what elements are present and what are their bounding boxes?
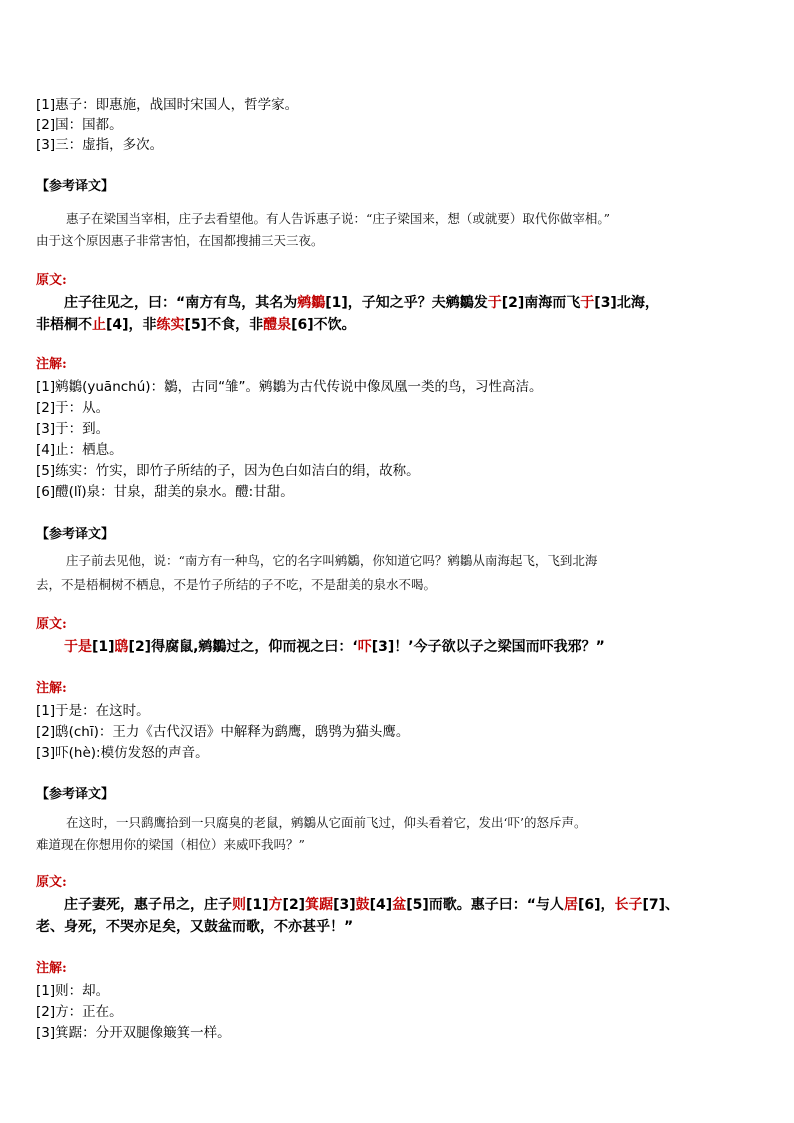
original-text-segment: [1] bbox=[246, 897, 269, 913]
translation-header: 【参考译文】 bbox=[36, 787, 115, 802]
original-text-segment: [4]，非 bbox=[106, 317, 157, 333]
original-text-segment: [1]，子知之乎？夫鹓鶵发 bbox=[325, 295, 488, 311]
original-text-segment: [2]南海而飞 bbox=[501, 295, 581, 311]
note-line: [3]三：虚指，多次。 bbox=[36, 137, 164, 153]
original-text-segment: [2] bbox=[282, 897, 306, 913]
original-text-segment: [4] bbox=[369, 897, 393, 913]
highlighted-term: 鸱 bbox=[114, 639, 129, 655]
original-text-segment: [3]！’今子欲以子之梁国而吓我邪？” bbox=[371, 639, 605, 655]
highlighted-term: 于是 bbox=[64, 639, 92, 655]
original-text-segment: 老、身死，不哭亦足矣，又鼓盆而歌，不亦甚乎！” bbox=[36, 919, 354, 935]
translation-header: 【参考译文】 bbox=[36, 179, 115, 194]
notes-label: 注解: bbox=[36, 357, 67, 372]
original-text-segment: 庄子往见之，曰：“南方有鸟，其名为 bbox=[64, 295, 298, 311]
highlighted-term: 于 bbox=[580, 295, 595, 311]
original-line bbox=[36, 316, 356, 334]
note-line: [2]于：从。 bbox=[36, 400, 110, 416]
translation-line: 由于这个原因惠子非常害怕，在国都搜捕三天三夜。 bbox=[36, 233, 324, 248]
note-line: [3]吓(hè):模仿发怒的声音。 bbox=[36, 745, 209, 761]
highlighted-term: 居 bbox=[563, 897, 578, 913]
note-line: [1]则：却。 bbox=[36, 983, 110, 999]
original-label: 原文: bbox=[36, 875, 67, 890]
highlighted-term: 则 bbox=[232, 897, 246, 913]
note-line: [6]醴(lǐ)泉：甘泉，甜美的泉水。醴:甘甜。 bbox=[36, 484, 294, 500]
highlighted-term: 吓 bbox=[357, 639, 372, 655]
original-text-segment: [3]北海， bbox=[594, 295, 659, 311]
original-text-segment: [5]而歌。惠子曰：“与人 bbox=[406, 897, 564, 913]
note-line: [2]方：正在。 bbox=[36, 1004, 123, 1020]
note-line: [5]练实：竹实，即竹子所结的子，因为色白如洁白的绢，故称。 bbox=[36, 463, 420, 479]
note-line: [2]鸱(chī)：王力《古代汉语》中解释为鹞鹰，鸱鸮为猫头鹰。 bbox=[36, 724, 410, 740]
highlighted-term: 醴泉 bbox=[263, 317, 292, 333]
note-line: [3]箕踞：分开双腿像簸箕一样。 bbox=[36, 1025, 231, 1041]
highlighted-term: 于 bbox=[487, 295, 502, 311]
original-text-segment: [3] bbox=[333, 897, 356, 913]
original-text-segment: [5]不食，非 bbox=[184, 317, 264, 333]
note-line: [3]于：到。 bbox=[36, 421, 110, 437]
highlighted-term: 练实 bbox=[156, 317, 185, 333]
original-text-segment: [7]、 bbox=[642, 897, 680, 913]
notes-label: 注解: bbox=[36, 681, 67, 696]
translation-line: 庄子前去见他，说：“南方有一种鸟，它的名字叫鹓鶵，你知道它吗？鹓鶵从南海起飞，飞到北海 bbox=[66, 553, 598, 568]
note-line: [1]于是：在这时。 bbox=[36, 703, 150, 719]
note-line: [4]止：栖息。 bbox=[36, 442, 123, 458]
original-label: 原文: bbox=[36, 617, 67, 632]
original-text-segment: [6]， bbox=[577, 897, 615, 913]
original-text-segment: [6]不饮。 bbox=[291, 317, 356, 333]
original-line bbox=[36, 918, 353, 936]
translation-header: 【参考译文】 bbox=[36, 527, 115, 542]
original-text-segment: 庄子妻死，惠子吊之，庄子 bbox=[64, 897, 232, 913]
translation-line: 去，不是梧桐树不栖息，不是竹子所结的子不吃，不是甜美的泉水不喝。 bbox=[36, 577, 437, 592]
highlighted-term: 箕踞 bbox=[305, 897, 334, 913]
original-line bbox=[64, 896, 679, 914]
highlighted-term: 盆 bbox=[392, 897, 407, 913]
highlighted-term: 鹓鶵 bbox=[297, 295, 326, 311]
translation-line: 在这时，一只鹞鹰拾到一只腐臭的老鼠，鹓鶵从它面前飞过，仰头看着它，发出‘吓’的怒斥声。 bbox=[66, 815, 587, 830]
highlighted-term: 方 bbox=[268, 897, 283, 913]
highlighted-term: 长子 bbox=[614, 897, 643, 913]
original-text-segment: [2]得腐鼠,鹓鶵过之，仰而视之曰：‘ bbox=[128, 639, 358, 655]
original-line bbox=[64, 638, 605, 656]
original-line bbox=[64, 294, 659, 312]
original-label: 原文: bbox=[36, 273, 67, 288]
notes-label: 注解: bbox=[36, 961, 67, 976]
highlighted-term: 鼓 bbox=[355, 897, 370, 913]
note-line: [1]惠子：即惠施，战国时宋国人，哲学家。 bbox=[36, 97, 299, 113]
original-text-segment: [1] bbox=[92, 639, 115, 655]
original-text-segment: 非梧桐不 bbox=[36, 317, 92, 333]
note-line: [1]鹓鶵(yuānchú)：鶵，古同“雏”。鹓鶵为古代传说中像凤凰一类的鸟，习性高洁。 bbox=[36, 379, 543, 395]
translation-line: 难道现在你想用你的梁国（相位）来威吓我吗？” bbox=[36, 837, 305, 852]
note-line: [2]国：国都。 bbox=[36, 117, 123, 133]
highlighted-term: 止 bbox=[92, 317, 106, 333]
translation-line: 惠子在梁国当宰相，庄子去看望他。有人告诉惠子说：“庄子梁国来，想（或就要）取代你做宰相。” bbox=[66, 211, 611, 226]
